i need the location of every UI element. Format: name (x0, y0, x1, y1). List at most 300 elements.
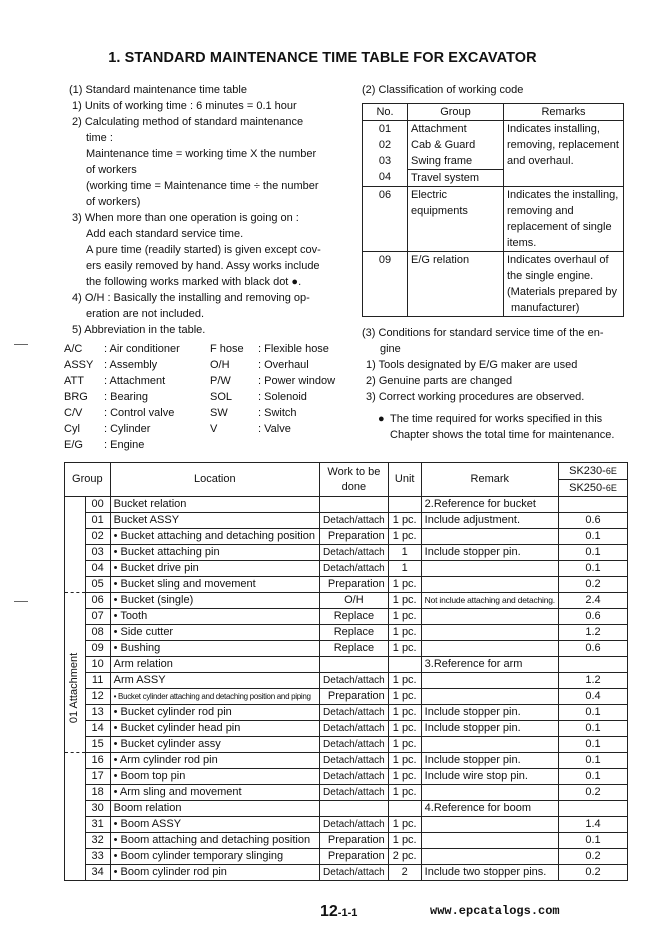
time-value-cell: 0.6 (558, 609, 627, 625)
row-number: 07 (85, 609, 110, 625)
unit-cell: 1 pc. (388, 641, 421, 657)
abbr-value: : Cylinder (104, 423, 151, 435)
text-line: (1) Standard maintenance time table (69, 84, 247, 96)
location-cell: • Boom ASSY (110, 817, 319, 833)
time-value-cell: 1.4 (558, 817, 627, 833)
abbr-key: P/W (210, 375, 231, 387)
column-header: Location (110, 463, 319, 497)
work-cell: Detach/attach (320, 561, 389, 577)
unit-cell (388, 801, 421, 817)
remark-cell: Include adjustment. (421, 513, 558, 529)
remark: removing, replacement (507, 139, 619, 151)
text-line: (working time = Maintenance time ÷ the number (86, 180, 319, 192)
location-cell: Arm relation (110, 657, 319, 673)
time-value-cell: 0.4 (558, 689, 627, 705)
time-value-cell: 1.2 (558, 625, 627, 641)
time-value-cell: 0.1 (558, 561, 627, 577)
classification-heading: (2) Classification of working code (362, 84, 524, 96)
row-number: 09 (85, 641, 110, 657)
table-row (65, 705, 628, 721)
remark: Indicates overhaul of (507, 254, 609, 266)
row-number: 02 (85, 529, 110, 545)
row-number: 14 (85, 721, 110, 737)
table-row (65, 609, 628, 625)
location-cell: • Bucket cylinder attaching and detaching position and piping (110, 689, 319, 705)
work-cell: Preparation (320, 577, 389, 593)
remark-cell (421, 849, 558, 865)
location-cell: • Arm sling and movement (110, 785, 319, 801)
remark-cell (421, 785, 558, 801)
group: Electric (411, 189, 448, 201)
unit-cell: 1 pc. (388, 785, 421, 801)
group-cell (65, 753, 86, 769)
remark-cell (421, 673, 558, 689)
location-cell: • Bucket attaching and detaching position (110, 529, 319, 545)
location-cell: • Boom top pin (110, 769, 319, 785)
row-number: 06 (85, 593, 110, 609)
text-line: Maintenance time = working time X the number (86, 148, 317, 160)
abbr-value: : Control valve (104, 407, 175, 419)
unit-cell: 2 (388, 865, 421, 881)
margin-mark (14, 344, 28, 345)
text-line: of workers (86, 164, 137, 176)
work-cell: Detach/attach (320, 865, 389, 881)
abbr-value: : Engine (104, 439, 145, 451)
code: 04 (378, 171, 392, 183)
row-number: 32 (85, 833, 110, 849)
column-header: Group (408, 104, 504, 121)
left-column (64, 82, 354, 453)
page-number (320, 903, 357, 921)
remark: manufacturer) (511, 302, 580, 314)
row-number: 08 (85, 625, 110, 641)
remark: and overhaul. (507, 155, 574, 167)
model-suffix: 6E (605, 466, 617, 476)
work-cell: Detach/attach (320, 513, 389, 529)
text-line: 1) Units of working time : 6 minutes = 0.1 hour (72, 100, 297, 112)
unit-cell: 1 pc. (388, 769, 421, 785)
unit-cell: 1 pc. (388, 673, 421, 689)
page-title: 1. STANDARD MAINTENANCE TIME TABLE FOR EXCAVATOR (108, 50, 537, 66)
table-row (363, 252, 624, 317)
abbr-value: : Attachment (104, 375, 166, 387)
row-number: 05 (85, 577, 110, 593)
row-number: 30 (85, 801, 110, 817)
maintenance-table (64, 462, 628, 881)
work-cell: Preparation (320, 529, 389, 545)
time-value-cell (558, 657, 627, 673)
remarks-cell (504, 252, 624, 317)
table-row (65, 721, 628, 737)
abbr-key: BRG (64, 391, 88, 403)
location-cell: • Boom cylinder rod pin (110, 865, 319, 881)
remark-cell (421, 577, 558, 593)
work-cell: Detach/attach (320, 673, 389, 689)
unit-cell: 1 pc. (388, 689, 421, 705)
unit-cell (388, 497, 421, 513)
row-number: 01 (85, 513, 110, 529)
text-line: 3) Correct working procedures are observed. (366, 391, 585, 403)
work-cell: Replace (320, 609, 389, 625)
table-header (65, 463, 628, 497)
text-line: 3) When more than one operation is going on : (72, 212, 299, 224)
text-line: A pure time (readily started) is given except cov- (86, 244, 321, 256)
location-cell: • Bucket (single) (110, 593, 319, 609)
group: Cab & Guard (411, 139, 476, 151)
remark: replacement of single (507, 221, 612, 233)
table-row (65, 561, 628, 577)
text-line: 4) O/H : Basically the installing and removing op- (72, 292, 310, 304)
abbr-key: SOL (210, 391, 233, 403)
right-column (362, 82, 626, 443)
remark-cell (421, 833, 558, 849)
classification-table (362, 103, 624, 317)
table-row (65, 545, 628, 561)
time-value-cell: 0.1 (558, 833, 627, 849)
table-row (65, 849, 628, 865)
row-number: 11 (85, 673, 110, 689)
table-row (65, 753, 628, 769)
code-cell: 06 (363, 187, 408, 252)
location-cell: • Bucket cylinder assy (110, 737, 319, 753)
abbr-value: : Solenoid (258, 391, 307, 403)
row-number: 33 (85, 849, 110, 865)
time-value-cell: 0.1 (558, 721, 627, 737)
work-cell: Detach/attach (320, 721, 389, 737)
code-cell: 09 (363, 252, 408, 317)
group-cell (65, 865, 86, 881)
group-cell: E/G relation (408, 252, 504, 317)
work-cell (320, 801, 389, 817)
row-number: 04 (85, 561, 110, 577)
margin-mark (14, 601, 28, 602)
group-cell (65, 817, 86, 833)
abbr-key: ATT (64, 375, 84, 387)
text-line: gine (380, 343, 401, 355)
work-cell: Preparation (320, 849, 389, 865)
remark-cell: Include stopper pin. (421, 753, 558, 769)
text-line: 5) Abbreviation in the table. (72, 324, 206, 336)
text-line: 2) Genuine parts are changed (366, 375, 513, 387)
table-row (363, 121, 624, 187)
table-row (65, 785, 628, 801)
work-cell: Preparation (320, 689, 389, 705)
location-cell: • Boom cylinder temporary slinging (110, 849, 319, 865)
remark-cell: Include stopper pin. (421, 705, 558, 721)
unit-cell (388, 657, 421, 673)
unit-cell: 1 pc. (388, 817, 421, 833)
text-line: 2) Calculating method of standard maintenance (72, 116, 304, 128)
row-number: 16 (85, 753, 110, 769)
abbr-value: : Power window (258, 375, 336, 387)
unit-cell: 1 pc. (388, 529, 421, 545)
abbr-value: : Assembly (104, 359, 158, 371)
abbr-value: : Air conditioner (104, 343, 180, 355)
text-line: 1) Tools designated by E/G maker are used (366, 359, 578, 371)
text-line: time : (86, 132, 113, 144)
table-row (65, 641, 628, 657)
abbr-value: : Overhaul (258, 359, 309, 371)
column-header: Unit (388, 463, 421, 497)
remark: Indicates the installing, (507, 189, 619, 201)
header-line: done (341, 480, 367, 493)
group-cell (65, 593, 86, 609)
conditions-block (362, 325, 626, 443)
location-cell: Bucket ASSY (110, 513, 319, 529)
group-label-text: 01 Attachment (68, 652, 80, 724)
unit-cell: 1 pc. (388, 593, 421, 609)
table-row (65, 689, 628, 705)
group-cell (65, 609, 86, 625)
location-cell: Boom relation (110, 801, 319, 817)
row-number: 13 (85, 705, 110, 721)
time-value-cell: 0.2 (558, 577, 627, 593)
time-value-cell: 2.4 (558, 593, 627, 609)
unit-cell: 2 pc. (388, 849, 421, 865)
location-cell: • Bucket cylinder rod pin (110, 705, 319, 721)
table-row (65, 625, 628, 641)
maintenance-table-body (65, 497, 628, 881)
group-cell (65, 737, 86, 753)
time-value-cell: 0.6 (558, 513, 627, 529)
time-value-cell: 0.1 (558, 705, 627, 721)
text-line: Chapter shows the total time for maintenance. (390, 429, 615, 441)
text-line: of workers) (86, 196, 141, 208)
unit-cell: 1 pc. (388, 721, 421, 737)
text-line: The time required for works specified in this (390, 413, 603, 425)
location-cell: • Bucket drive pin (110, 561, 319, 577)
work-cell: Detach/attach (320, 785, 389, 801)
remark: (Materials prepared by (507, 286, 618, 298)
location-cell: • Tooth (110, 609, 319, 625)
group: Swing frame (411, 155, 473, 167)
unit-cell: 1 pc. (388, 609, 421, 625)
location-cell: • Boom attaching and detaching position (110, 833, 319, 849)
bullet-dot-icon: ● (378, 413, 385, 425)
abbr-key: ASSY (64, 359, 94, 371)
unit-cell: 1 pc. (388, 753, 421, 769)
code: 01 (378, 123, 392, 135)
row-number: 12 (85, 689, 110, 705)
abbr-key: O/H (210, 359, 230, 371)
time-value-cell: 0.1 (558, 545, 627, 561)
model-suffix: 6E (605, 483, 617, 493)
column-header: Group (65, 463, 111, 497)
table-row (65, 737, 628, 753)
work-cell: Preparation (320, 833, 389, 849)
row-number: 18 (85, 785, 110, 801)
group-cell (65, 529, 86, 545)
row-number: 10 (85, 657, 110, 673)
table-row (65, 593, 628, 609)
work-cell: Detach/attach (320, 753, 389, 769)
abbr-value: : Valve (258, 423, 291, 435)
time-value-cell: 0.1 (558, 737, 627, 753)
abbr-key: E/G (64, 439, 83, 451)
table-row (65, 801, 628, 817)
remark-cell (421, 625, 558, 641)
unit-cell: 1 pc. (388, 833, 421, 849)
group-cell (65, 801, 86, 817)
column-header: Remarks (504, 104, 624, 121)
group-cell (65, 849, 86, 865)
row-number: 03 (85, 545, 110, 561)
text-line: Add each standard service time. (86, 228, 244, 240)
bullet-note (362, 411, 626, 443)
column-header: Remark (421, 463, 558, 497)
group-cell (65, 561, 86, 577)
header-line: Work to be (327, 465, 381, 478)
text-line: eration are not included. (86, 308, 205, 320)
location-cell: • Bushing (110, 641, 319, 657)
time-value-cell: 0.6 (558, 641, 627, 657)
group-cell (65, 545, 86, 561)
table-row (65, 513, 628, 529)
group-cell (65, 833, 86, 849)
group-cell (65, 769, 86, 785)
remark-cell: Include stopper pin. (421, 545, 558, 561)
remark-cell (421, 529, 558, 545)
abbr-key: A/C (64, 343, 83, 355)
remark: items. (507, 237, 537, 249)
unit-cell: 1 pc. (388, 737, 421, 753)
abbr-key: C/V (64, 407, 83, 419)
group-cell (65, 625, 86, 641)
table-row (65, 673, 628, 689)
abbr-key: SW (210, 407, 228, 419)
unit-cell: 1 pc. (388, 705, 421, 721)
work-cell: Replace (320, 625, 389, 641)
page-number-sub: -1-1 (337, 907, 358, 919)
group-cell (408, 121, 504, 187)
table-row (363, 187, 624, 252)
text-line: (3) Conditions for standard service time of the en- (362, 327, 604, 339)
time-value-cell: 0.2 (558, 849, 627, 865)
location-cell: • Bucket cylinder head pin (110, 721, 319, 737)
location-cell: Bucket relation (110, 497, 319, 513)
work-cell: Detach/attach (320, 769, 389, 785)
abbr-key: V (210, 423, 218, 435)
work-cell: Detach/attach (320, 817, 389, 833)
remark: removing and (507, 205, 574, 217)
group-cell (65, 577, 86, 593)
abbr-key: Cyl (64, 423, 80, 435)
abbr-value: : Flexible hose (258, 343, 329, 355)
column-header (320, 463, 389, 497)
work-cell (320, 497, 389, 513)
remark: the single engine. (507, 270, 594, 282)
row-number: 34 (85, 865, 110, 881)
table-row (65, 577, 628, 593)
abbreviation-list (64, 341, 354, 453)
work-cell: O/H (320, 593, 389, 609)
row-number: 15 (85, 737, 110, 753)
remark: Indicates installing, (507, 123, 600, 135)
work-cell: Detach/attach (320, 545, 389, 561)
table-row (65, 833, 628, 849)
text-line: the following works marked with black dot ●. (86, 276, 302, 288)
abbr-value: : Bearing (104, 391, 149, 403)
group: Attachment (411, 123, 467, 135)
table-row (65, 657, 628, 673)
row-number: 31 (85, 817, 110, 833)
remark-cell (421, 689, 558, 705)
remark-cell: Include stopper pin. (421, 721, 558, 737)
location-cell: • Side cutter (110, 625, 319, 641)
table-row (65, 529, 628, 545)
group: Travel system (408, 169, 503, 186)
unit-cell: 1 (388, 545, 421, 561)
remarks-cell (504, 187, 624, 252)
location-cell: • Bucket attaching pin (110, 545, 319, 561)
abbr-key: F hose (210, 343, 244, 355)
unit-cell: 1 pc. (388, 577, 421, 593)
row-number: 17 (85, 769, 110, 785)
time-value-cell: 0.2 (558, 865, 627, 881)
location-cell: • Bucket sling and movement (110, 577, 319, 593)
table-row (65, 769, 628, 785)
remark-cell (421, 561, 558, 577)
time-value-cell (558, 497, 627, 513)
remark-cell (421, 737, 558, 753)
group-side-label (66, 648, 82, 728)
model-label: SK230- (569, 465, 606, 477)
code: 02 (378, 139, 392, 151)
unit-cell: 1 (388, 561, 421, 577)
group: equipments (411, 205, 468, 217)
time-value-cell: 0.1 (558, 753, 627, 769)
remarks-cell (504, 121, 624, 187)
abbr-value: : Switch (258, 407, 297, 419)
work-cell (320, 657, 389, 673)
group-cell (65, 513, 86, 529)
work-cell: Detach/attach (320, 705, 389, 721)
remark-cell: 2.Reference for bucket (421, 497, 558, 513)
remark-cell: Include wire stop pin. (421, 769, 558, 785)
location-cell: • Arm cylinder rod pin (110, 753, 319, 769)
code-cell (363, 121, 408, 187)
remark-cell (421, 817, 558, 833)
time-value-cell: 0.1 (558, 529, 627, 545)
row-number: 00 (85, 497, 110, 513)
table-row (65, 817, 628, 833)
remark-cell (421, 609, 558, 625)
time-value-cell: 0.1 (558, 769, 627, 785)
location-cell: Arm ASSY (110, 673, 319, 689)
time-value-cell: 0.2 (558, 785, 627, 801)
table-row (65, 497, 628, 513)
remark-cell: 4.Reference for boom (421, 801, 558, 817)
unit-cell: 1 pc. (388, 625, 421, 641)
column-header: No. (363, 104, 408, 121)
column-header (558, 463, 627, 497)
text-line: ers easily removed by hand. Assy works include (86, 260, 320, 272)
remark-cell: Include two stopper pins. (421, 865, 558, 881)
code: 03 (378, 155, 392, 167)
time-value-cell (558, 801, 627, 817)
table-row (65, 865, 628, 881)
remark-cell: 3.Reference for arm (421, 657, 558, 673)
page-number-main: 12 (320, 903, 338, 920)
group-cell (65, 497, 86, 513)
remark-cell: Not include attaching and detaching. (421, 593, 558, 609)
work-cell: Replace (320, 641, 389, 657)
remark-cell (421, 641, 558, 657)
time-value-cell: 1.2 (558, 673, 627, 689)
unit-cell: 1 pc. (388, 513, 421, 529)
footer-url[interactable]: www.epcatalogs.com (430, 904, 560, 918)
work-cell: Detach/attach (320, 737, 389, 753)
